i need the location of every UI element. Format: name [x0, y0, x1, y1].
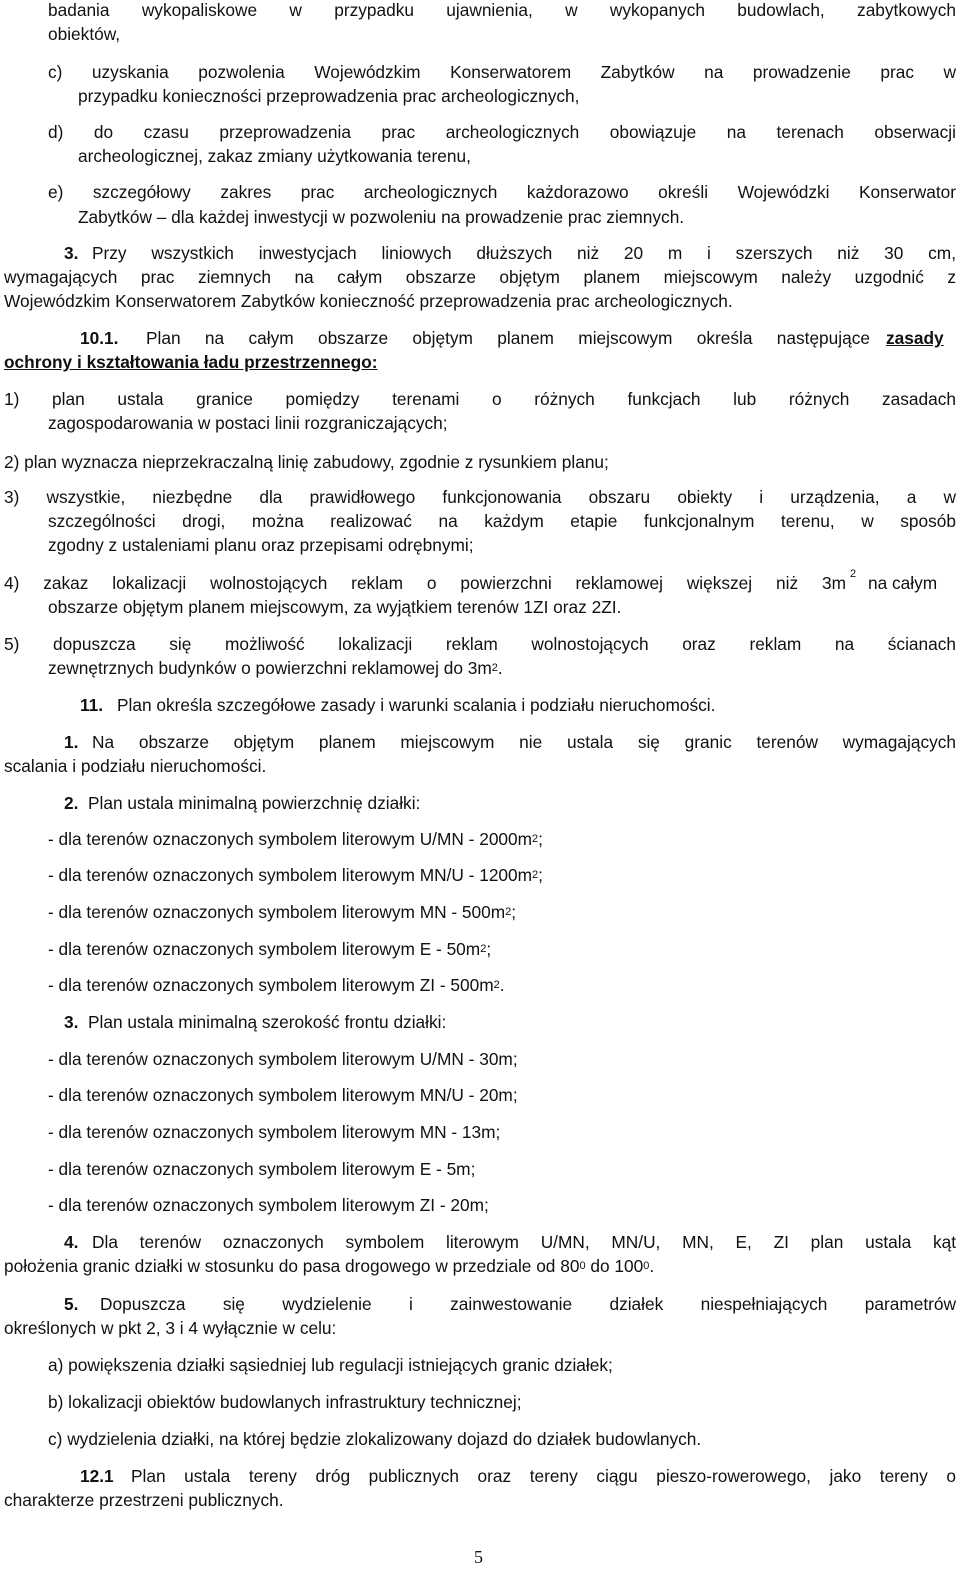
text-line: archeologicznej, zakaz zmiany użytkowania terenu,	[78, 146, 471, 166]
section-heading-underlined: ochrony i kształtowania ładu przestrzennego:	[4, 352, 378, 372]
text-line: szczególności drogi, można realizować na każdym etapie funkcjonalnym terenu, w sposób	[48, 511, 956, 531]
text-line: obszarze objętym planem miejscowym, za wyjątkiem terenów 1ZI oraz 2ZI.	[48, 597, 622, 617]
text-line: określonych w pkt 2, 3 i 4 wyłącznie w celu:	[4, 1318, 337, 1338]
text-line: Zabytków – dla każdej inwestycji w pozwoleniu na prowadzenie prac ziemnych.	[78, 207, 685, 227]
text-line: przypadku konieczności przeprowadzenia prac archeologicznych,	[78, 86, 580, 106]
section-number: 11.	[80, 695, 104, 715]
paragraph-11-2: Plan ustala minimalną powierzchnię działki:	[88, 793, 421, 813]
list-item-c: c) wydzielenia działki, na której będzie zlokalizowany dojazd do działek budowlanych.	[48, 1429, 702, 1449]
list-item: - dla terenów oznaczonych symbolem literowym ZI - $500m^2$.	[48, 975, 505, 995]
list-item: - dla terenów oznaczonych symbolem literowym $MN/U - 1200m^2$;	[48, 865, 543, 885]
list-item-4: 4) zakaz lokalizacji wolnostojących reklam o powierzchni reklamowej większej niż 3m	[4, 573, 846, 593]
list-item-c: c) uzyskania pozwolenia Wojewódzkim Konserwatorem Zabytków na prowadzenie prac w	[48, 62, 956, 82]
paragraph-number: 3.	[64, 243, 79, 263]
list-item-d: d) do czasu przeprowadzenia prac archeologicznych obowiązuje na terenach obserwacji	[48, 122, 956, 142]
text-line: na całym	[868, 573, 938, 593]
text-line: charakterze przestrzeni publicznych.	[4, 1490, 284, 1510]
text-line: Wojewódzkim Konserwatorem Zabytków konieczność przeprowadzenia prac archeologicznych.	[4, 291, 733, 311]
list-item: - dla terenów oznaczonych symbolem literowym ZI - 20m;	[48, 1195, 489, 1215]
text-line: scalania i podziału nieruchomości.	[4, 756, 267, 776]
list-item: - dla terenów oznaczonych symbolem literowym E - 5m;	[48, 1159, 476, 1179]
text-line: zgodny z ustaleniami planu oraz przepisami odrębnymi;	[48, 535, 474, 555]
list-item-3: 3) wszystkie, niezbędne dla prawidłowego funkcjonowania obszaru obiekty i urządzenia, a w	[4, 487, 956, 507]
paragraph-number: 4.	[64, 1232, 79, 1252]
text-line: .	[497, 658, 503, 678]
list-item-b: b) lokalizacji obiektów budowlanych infrastruktury technicznej;	[48, 1392, 522, 1412]
section-number: 12.1	[80, 1466, 114, 1486]
list-item: - dla terenów oznaczonych symbolem literowym E - $50m^2$;	[48, 939, 492, 959]
document-page: badania wykopaliskowe w przypadku ujawnienia, w wykopanych budowlach, zabytkowych obiektów, c) uzyskania pozwolenia Wojewódzkim Konserwatorem Zabytków na prowadzenie prac w przypadku konieczności przeprowadzenia prac archeologicznych, d) do czasu przeprowadzenia prac archeologicznych obowiązuje na terenach obserwacji archeologicznej, zakaz zmiany użytkowania terenu, e) szczegółowy zakres prac archeologicznych każdorazowo określi Wojewódzki Konserwator Zabytków – dla każdej inwestycji w pozwoleniu na prowadzenie prac ziemnych. 3. Przy wszystkich inwestycjach liniowych dłuższych niż 20 m i szerszych niż 30 cm, wymagających prac ziemnych na całym obszarze objętym planem miejscowym należy uzgodnić z Wojewódzkim Konserwatorem Zabytków konieczność przeprowadzenia prac archeologicznych. 10.1. Plan na całym obszarze objętym planem miejscowym określa następujące zasady ochrony i kształtowania ładu przestrzennego: 1) plan ustala granice pomiędzy terenami o różnych funkcjach lub różnych zasadach zagospodarowania w postaci linii rozgraniczających; 2) plan wyznacza nieprzekraczalną linię zabudowy, zgodnie z rysunkiem planu; 3) wszystkie, niezbędne dla prawidłowego funkcjonowania obszaru obiekty i urządzenia, a w szczególności drogi, można realizować na każdym etapie funkcjonalnym terenu, w sposób zgodny z ustaleniami planu oraz przepisami odrębnymi; 4) zakaz lokalizacji wolnostojących reklam o powierzchni reklamowej większej niż 3m 2 na całym obszarze objętym planem miejscowym, za wyjątkiem terenów 1ZI oraz 2ZI. 5) dopuszcza się możliwość lokalizacji reklam wolnostojących oraz reklam na ścianach zewnętrznych budynków o powierzchni reklamowej do $3m^2$. 11. Plan określa szczegółowe zasady i warunki scalania i podziału nieruchomości. 1. Na obszarze objętym planem miejscowym nie ustala się granic terenów wymagających scalania i podziału nieruchomości. 2. Plan ustala minimalną powierzchnię działki: - dla terenów oznaczonych symbolem literowym $U/MN - 2000m^2$; - dla terenów oznaczonych symbolem literowym $MN/U - 1200m^2$; - dla terenów oznaczonych symbolem literowym MN - $500m^2$; - dla terenów oznaczonych symbolem literowym E - $50m^2$; - dla terenów oznaczonych symbolem literowym ZI - $500m^2$. 3. Plan ustala minimalną szerokość frontu działki: - dla terenów oznaczonych symbolem literowym U/MN - 30m; - dla terenów oznaczonych symbolem literowym MN/U - 20m; - dla terenów oznaczonych symbolem literowym MN - 13m; - dla terenów oznaczonych symbolem literowym E - 5m; - dla terenów oznaczonych symbolem literowym ZI - 20m; 4. Dla terenów oznaczonych symbolem literowym U/MN, MN/U, MN, E, ZI plan ustala kąt położenia granic działki w stosunku do pasa drogowego w przedziale od $80^0$ do $100^0$. 5. Dopuszcza się wydzielenie i zainwestowanie działek niespełniających parametrów określonych w pkt 2, 3 i 4 wyłącznie w celu: a) powiększenia działki sąsiedniej lub regulacji istniejących granic działek; b) lokalizacji obiektów budowlanych infrastruktury technicznej; c) wydzielenia działki, na której będzie zlokalizowany dojazd do działek budowlanych. 12.1 Plan ustala tereny dróg publicznych oraz tereny ciągu pieszo-rowerowego, jako tereny o charakterze przestrzeni publicznych. 5	[4, 0, 956, 1567]
superscript: 0	[579, 1260, 586, 1272]
paragraph-11-3: Plan ustala minimalną szerokość frontu działki:	[88, 1012, 447, 1032]
list-item-a: a) powiększenia działki sąsiedniej lub regulacji istniejących granic działek;	[48, 1355, 613, 1375]
section-heading-underlined: zasady	[886, 328, 944, 348]
list-item: - dla terenów oznaczonych symbolem literowym MN - 13m;	[48, 1122, 501, 1142]
paragraph-11-4: Dla terenów oznaczonych symbolem literowym U/MN, MN/U, MN, E, ZI plan ustala kąt	[92, 1232, 956, 1252]
list-item: - dla terenów oznaczonych symbolem literowym MN/U - 20m;	[48, 1085, 518, 1105]
list-item-5: 5) dopuszcza się możliwość lokalizacji reklam wolnostojących oraz reklam na ścianach	[4, 634, 956, 654]
list-item: - dla terenów oznaczonych symbolem literowym MN - $500m^2$;	[48, 902, 517, 922]
section-10-text: Plan na całym obszarze objętym planem miejscowym określa następujące	[146, 328, 870, 348]
paragraph-number: 1.	[64, 732, 79, 752]
paragraph-11-1: Na obszarze objętym planem miejscowym nie ustala się granic terenów wymagających	[92, 732, 956, 752]
text-line: zagospodarowania w postaci linii rozgraniczających;	[48, 413, 448, 433]
text-line: położenia granic działki w stosunku do pasa drogowego w przedziale od 80	[4, 1256, 580, 1276]
text-line: badania wykopaliskowe w przypadku ujawnienia, w wykopanych budowlach, zabytkowych	[48, 0, 956, 20]
text-line: zewnętrznych budynków o powierzchni reklamowej do 3m	[48, 658, 492, 678]
paragraph-3: Przy wszystkich inwestycjach liniowych dłuższych niż 20 m i szerszych niż 30 cm,	[92, 243, 956, 263]
section-11-text: Plan określa szczegółowe zasady i warunki scalania i podziału nieruchomości.	[117, 695, 716, 715]
paragraph-number: 3.	[64, 1012, 79, 1032]
paragraph-11-5: Dopuszcza się wydzielenie i zainwestowanie działek niespełniających parametrów	[100, 1294, 956, 1314]
text-line: obiektów,	[48, 24, 121, 44]
superscript: 2	[491, 662, 498, 674]
list-item-2: 2) plan wyznacza nieprzekraczalną linię zabudowy, zgodnie z rysunkiem planu;	[4, 452, 609, 472]
paragraph-number: 5.	[64, 1294, 79, 1314]
list-item: - dla terenów oznaczonych symbolem literowym U/MN - 30m;	[48, 1049, 518, 1069]
section-12-text: Plan ustala tereny dróg publicznych oraz tereny ciągu pieszo-rowerowego, jako tereny o	[131, 1466, 956, 1486]
section-number: 10.1.	[80, 328, 119, 348]
list-item: - dla terenów oznaczonych symbolem literowym $U/MN - 2000m^2$;	[48, 829, 543, 849]
list-item-e: e) szczegółowy zakres prac archeologicznych każdorazowo określi Wojewódzki Konserwator	[48, 182, 956, 202]
text-line: wymagających prac ziemnych na całym obszarze objętym planem miejscowym należy uzgodnić z	[4, 267, 956, 287]
list-item-1: 1) plan ustala granice pomiędzy terenami o różnych funkcjach lub różnych zasadach	[4, 389, 956, 409]
page-number: 5	[474, 1547, 483, 1567]
superscript: 0	[643, 1260, 650, 1272]
paragraph-number: 2.	[64, 793, 79, 813]
